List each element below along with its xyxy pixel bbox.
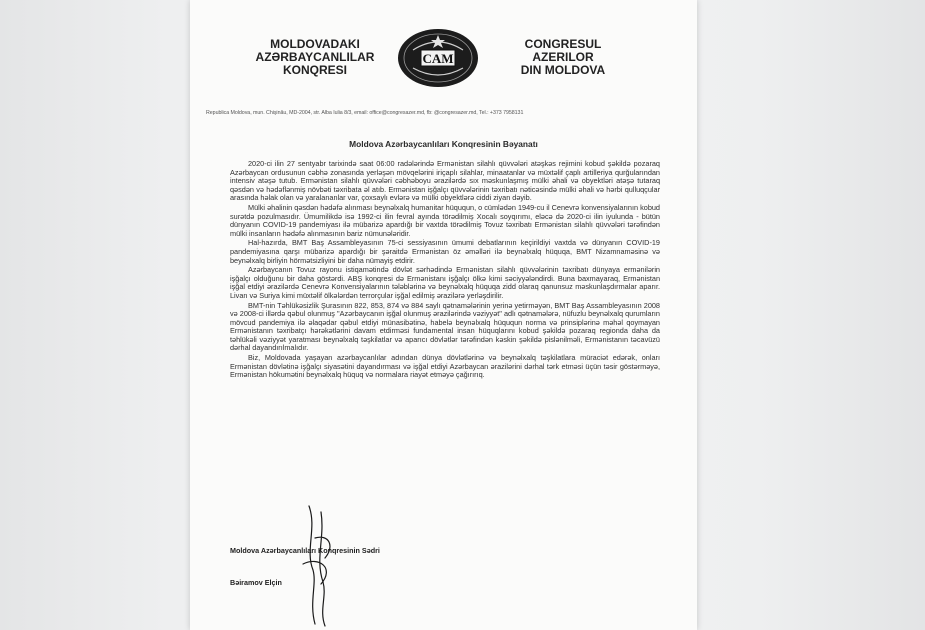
signatory-title: Moldova Azərbaycanlıları Konqresinin Sədri [230, 546, 380, 555]
document-title: Moldova Azərbaycanlıları Konqresinin Bəyanatı [349, 139, 538, 149]
signatory-name: Bəiramov Elçin [230, 578, 282, 587]
svg-text:CAM: CAM [422, 51, 454, 66]
paragraph: Mülki əhalinin qəsdən hədəfə alınması beynəlxalq humanitar hüququn, o cümlədən 1949-cu il Cenevrə konvensiyalarının kobud surətdə pozulmasıdır. Ümumilikdə isə 1992-ci ilin fevral ayında törədilmiş Xocalı soyqırımı, eləcə də 2020-ci ilin iyulunda - bütün dünyanın COVID-19 pandemiyası ilə mübarizə apardığı bir vaxtda törədilmiş Tovuz təxribatı Ermənistan silahlı qüvvələri tərəfindən mülki insanların hədəfə alınmasının bariz nümunələridir. [230, 202, 660, 238]
org-name-romanian: CONGRESUL AZERILOR DIN MOLDOVA [520, 37, 606, 77]
document-page [190, 0, 697, 630]
handwritten-signature [295, 498, 355, 630]
paragraph: 2020-ci ilin 27 sentyabr tarixində saat 06:00 radələrində Ermənistan silahlı qüvvələri atəşkəs rejimini kobud şəkildə pozaraq Azərbaycan ordusunun cəbhə zonasında yerləşən mövqelərini iriçaplı silahlar, minaatanlar və müxtəlif çaplı artilleriya qurğularından intensiv atəşə tutub. Ermənistan silahlı qüvvələri cəbhəboyu ərazilərdə sıx məskunlaşmış mülki əhali və obyektləri atəşə tutaraq qəsdən və hədəflənmiş növbəti təxribata əl atıb. Ermənistan işğalçı qüvvələrinin təxribatı nəticəsində mülki əhali və hərbi qulluqçular arasında həlak olan və yaralananlar var, çoxsaylı evlərə və mülki obyektlərə ciddi ziyan dəyib. [230, 159, 660, 203]
statement-body [230, 160, 660, 381]
paragraph: Hal-hazırda, BMT Baş Assambleyasının 75-ci sessiyasının ümumi debatlarının keçirildiyi vaxtda və dünyanın COVID-19 pandemiyasına qarşı mübarizə apardığı bir şəraitdə Ermənistan öz əməlləri ilə beynəlxalq hüquqa, BMT Nizamnaməsinə və beynəlxalq birliyin hörmətsizliyini bir daha nümayiş etdirir. [230, 238, 660, 265]
congress-logo [395, 26, 481, 90]
paragraph: Biz, Moldovada yaşayan azərbaycanlılar adından dünya dövlətlərinə və beynəlxalq təşkilatlara müraciət edərək, onları Ermənistan dövlətinə işğalçı siyasətini dayandırması və işğal etdiyi Azərbaycan ərazilərini dərhal tərk etməsi üçün təsir göstərməyə, Ermənistan hökumətini beynəlxalq hüquq və normalara riayət etməyə çağırırıq. [230, 353, 660, 380]
paragraph: BMT-nin Təhlükəsizlik Şurasının 822, 853, 874 və 884 saylı qətnamələrinin yerinə yetirməyən, BMT Baş Assambleyasının 2008 və 2008-ci illərdə qəbul olunmuş "Azərbaycanın işğal olunmuş ərazilərində vəziyyət" adlı qətnamələrə, nüfuzlu beynəlxalq qurumların mövcud pandemiya ilə əlaqədar qəbul etdiyi münasibətinə, habelə beynəlxalq hüququn norma və prinsiplərinə məhəl qoymayan Ermənistanın təxribatçı hərəkətlərini davam etdirməsi fundamental insan hüquqlarını kobud şəkildə pozaraq regionda daha da təhlükəli vəziyyət yaratması beynəlxalq təşkilatlar və aparıcı dövlətlər tərəfindən kəskin şəkildə pislənilməli, Ermənistanın təcavüzü dərhal dayandırılmalıdır. [230, 300, 660, 353]
contact-line: Republica Moldova, mun. Chişinău, MD-2004, str. Alba Iulia 8/3, email: office@congresazer.md, fb: @congresazer.md, Tel.: +373 7958131 [206, 110, 524, 116]
paragraph: Azərbaycanın Tovuz rayonu istiqamətində dövlət sərhədində Ermənistan silahlı qüvvələrinin təxribatı dünyaya ermənilərin işğalçı olduğunu bir daha göstərdi. ABŞ konqresi də Ermənistanı işğalçı ölkə kimi səciyyələndirdi. Buna baxmayaraq, Ermənistan işğal etdiyi ərazilərdə Cenevrə Konvensiyalarının tələblərinə və beynəlxalq hüquqa zidd olaraq qanunsuz məskunlaşdırmalar aparır. Livan və Suriya kimi müxtəlif ölkələrdən terrorçular işğal edilmiş ərazilərə yerləşdirilir. [230, 265, 660, 300]
org-name-azerbaijani: MOLDOVADAKI AZƏRBAYCANLILAR KONQRESI [255, 37, 375, 77]
